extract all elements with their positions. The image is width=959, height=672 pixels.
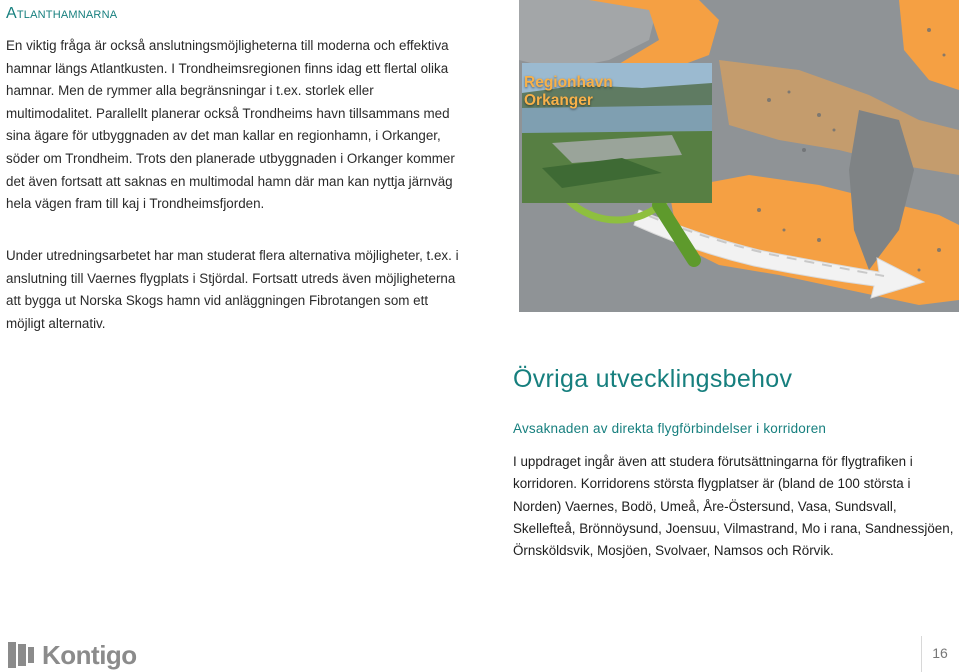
subheading-text: Avsaknaden av direkta flygförbindelser i korridoren (513, 421, 827, 436)
page-number: 16 (932, 645, 948, 661)
map-label-regionhavn (524, 74, 613, 110)
map-figure (519, 0, 959, 312)
kontigo-logo (6, 640, 137, 670)
section-heading-utvecklingsbehov (513, 365, 792, 394)
section-heading-atlanthamnarna: Atlanthamnarna (6, 5, 118, 22)
paragraph-flygtrafik: I uppdraget ingår även att studera förutsättningarna för flygtrafiken i korridoren. Korridorens största flygplatser är (bland de 100 största i Norden) Vaernes, Bodö, Umeå, Åre-Östersund, Vasa, Sundsvall, Skellefteå, Brönnöysund, Joensuu, Vilmastrand, Mo i rana, Sandnessjöen, Örnsköldsvik, Mosjöen, Svolvaer, Namsos och Rörvik. (513, 454, 954, 559)
map-label-line1: Regionhavn (524, 74, 613, 91)
paragraph-alternativ: Under utredningsarbetet har man studerat flera alternativa möjligheter, t.ex. i anslutning till Vaernes flygplats i Stjördal. Fortsatt utreds även möjligheterna att bygga ut Norska Skogs hamn vid anläggningen Fibrotangen som ett möjligt alternativ. (6, 248, 459, 331)
map-label-line2: Orkanger (524, 92, 593, 109)
logo-text: Kontigo (42, 639, 137, 670)
kontigo-logo-icon (6, 642, 36, 668)
heading-text: Övriga utvecklingsbehov (513, 365, 793, 393)
subheading-flygforbindelser (513, 421, 826, 436)
paragraph-atlanthamnar: En viktig fråga är också anslutningsmöjligheterna till moderna och effektiva hamnar längs Atlantkusten. I Trondheimsregionen finns idag ett flertal olika hamnar. Men de rymmer alla begränsningar i t.ex. storlek eller multimodalitet. Parallellt planerar också Trondheims havn tillsammans med sina ägare för utbyggnaden av det man kallar en regionhamn, i Orkanger, söder om Trondheim. Trots den planerade utbyggnaden i Orkanger kommer det även fortsatt att saknas en multimodal hamn där man kan nyttja järnväg hela vägen fram till kaj i Trondheimsfjorden. (6, 38, 455, 212)
